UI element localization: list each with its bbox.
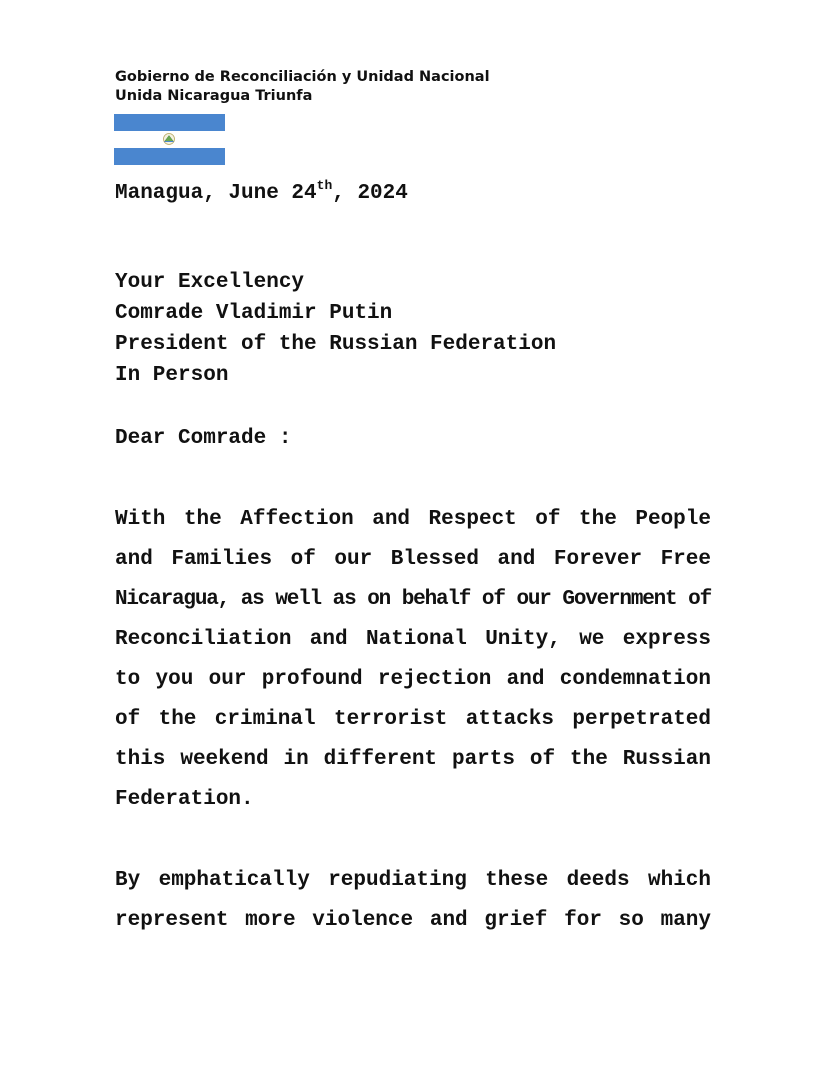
paragraph-line: this weekend in different parts of the Russian — [115, 748, 711, 771]
flag-middle-band — [114, 131, 225, 148]
body-paragraph-2 — [115, 861, 711, 941]
addressee-line: President of the Russian Federation — [115, 333, 557, 356]
salutation: Dear Comrade : — [115, 427, 292, 450]
date-ordinal: th — [316, 178, 333, 193]
body-paragraph-1 — [115, 500, 711, 820]
coat-of-arms-icon — [161, 133, 177, 145]
letter-date — [115, 178, 408, 205]
paragraph-line: to you our profound rejection and condemnation — [115, 668, 711, 691]
paragraph-line: Nicaragua, as well as on behalf of our Government of — [115, 588, 711, 611]
letterhead-government-name: Gobierno de Reconciliación y Unidad Nacional — [115, 69, 490, 85]
addressee-block — [115, 267, 556, 391]
flag-top-band — [114, 114, 225, 131]
paragraph-line: By emphatically repudiating these deeds which — [115, 869, 711, 892]
paragraph-line: Reconciliation and National Unity, we express — [115, 628, 711, 651]
flag-bottom-band — [114, 148, 225, 165]
letterhead-slogan: Unida Nicaragua Triunfa — [115, 88, 313, 104]
letterhead — [115, 68, 490, 106]
paragraph-line: With the Affection and Respect of the People — [115, 508, 711, 531]
paragraph-line: Federation. — [115, 788, 254, 811]
paragraph-line: represent more violence and grief for so many — [115, 909, 711, 932]
addressee-line: In Person — [115, 364, 229, 387]
paragraph-line: of the criminal terrorist attacks perpetrated — [115, 708, 711, 731]
nicaragua-flag — [114, 114, 225, 165]
addressee-line: Comrade Vladimir Putin — [115, 302, 393, 325]
addressee-line: Your Excellency — [115, 271, 305, 294]
paragraph-line: and Families of our Blessed and Forever Free — [115, 548, 711, 571]
date-year: , 2024 — [332, 182, 408, 205]
date-text: Managua, June 24 — [115, 182, 317, 205]
